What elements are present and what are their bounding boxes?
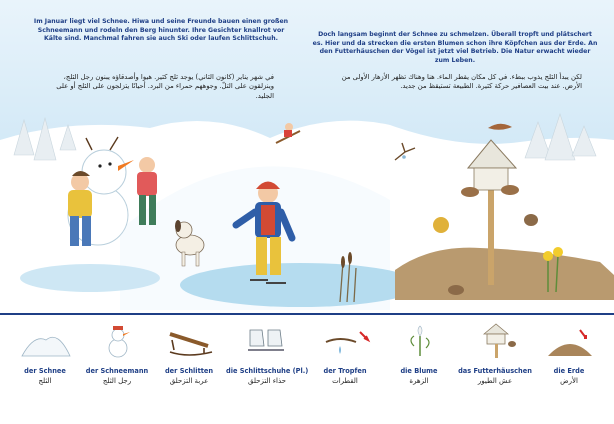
vocab-german: der Schnee <box>24 367 66 375</box>
vocab-german: der Schneemann <box>85 367 149 375</box>
vocab-item-schneemann <box>84 322 150 398</box>
skates-icon <box>242 322 294 358</box>
frozen-pond <box>180 263 420 307</box>
vocab-arabic: رجل الثلج <box>102 377 132 385</box>
vocab-arabic: عربة التزحلق <box>169 377 209 385</box>
vocab-item-schnee <box>12 322 78 398</box>
snow-pile-icon <box>20 322 72 358</box>
vocab-german: die Erde <box>553 367 585 375</box>
vocab-german: die Schlittschuhe (Pl.) <box>226 367 309 375</box>
vocab-item-tropfen <box>312 322 378 398</box>
vocab-german: das Futterhäuschen <box>458 367 532 375</box>
right-page-german-text: Doch langsam beginnt der Schnee zu schmelzen. Überall tropft und plätschert es. Hier und da strecken die ersten Blumen schon ihre Köpfchen aus der Erde. An den Futterhäuschen der Vögel ist jetzt viel Betrieb. Die Natur erwacht wieder zum Leben. <box>312 31 598 64</box>
drop-icon <box>320 322 372 358</box>
vocab-item-schlittschuhe <box>226 322 309 398</box>
birdhouse-icon <box>470 322 522 358</box>
vocab-german: die Blume <box>400 367 438 375</box>
right-page-arabic-text: لكن يبدأ الثلج يذوب ببطء. في كل مكان يقطر الماء. هنا وهناك تظهر الأزهار الأولى من الأرض. عند بيت العصافير حركة كثيرة. الطبيعة تستيقظ من جديد. <box>341 73 582 91</box>
vocab-arabic: عش الطيور <box>477 377 513 385</box>
vocab-arabic: القطرات <box>332 377 358 385</box>
vocab-arabic: حذاء التزحلق <box>248 377 286 385</box>
vocab-item-erde <box>536 322 602 398</box>
vocab-item-schlitten <box>156 322 222 398</box>
flower-icon <box>394 322 446 358</box>
vocab-arabic: الأرض <box>560 377 578 385</box>
vocab-item-futterhaeuschen <box>458 322 532 398</box>
ground-bird <box>448 285 464 295</box>
earth-mound-icon <box>544 322 596 358</box>
vocab-arabic: الزهرة <box>409 377 429 385</box>
sled-icon <box>164 322 216 358</box>
snowman-icon <box>92 322 144 358</box>
left-page-german-text: Im Januar liegt viel Schnee. Hiwa und seine Freunde bauen einen großen Schneemann und rodeln den Berg hinunter. Ihre Gesichter knallrot vor Kälte sind. Manchmal fahren sie auch Ski oder laufen Schlittschuh. <box>33 18 289 43</box>
vocab-arabic: الثلج <box>38 377 52 385</box>
vocab-item-blume <box>386 322 452 398</box>
vocab-german: der Tropfen <box>323 367 367 375</box>
strip-divider <box>0 313 614 315</box>
vocab-german: der Schlitten <box>164 367 214 375</box>
left-page-arabic-text: في شهر يناير (كانون الثاني) يوجد ثلج كثير. هيوا وأصدقاؤه يبنون رجل الثلج، وينزلقون على التلّ. وجوههم حمراء من البرد. أحيانًا يتزلجون على الثلج أو على الجليد. <box>56 73 274 100</box>
